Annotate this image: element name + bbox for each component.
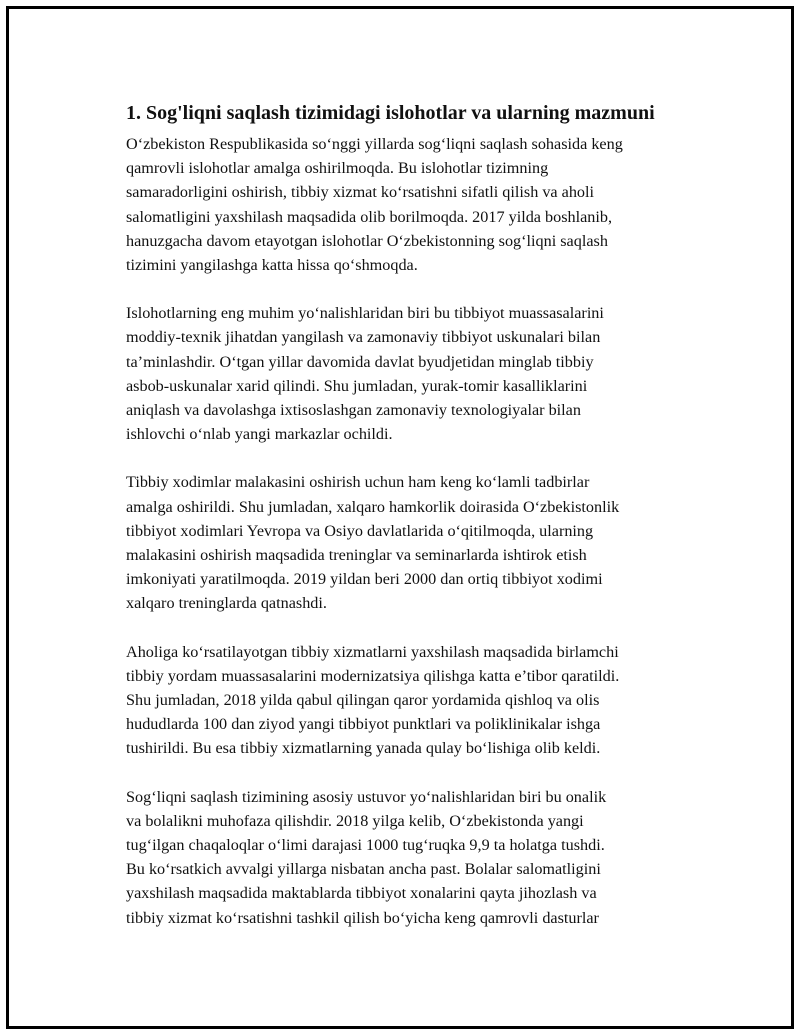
paragraph bbox=[126, 132, 706, 277]
text-line: asbob-uskunalar xarid qilindi. Shu jumladan, yurak-tomir kasalliklarini bbox=[126, 376, 588, 395]
text-line: qamrovli islohotlar amalga oshirilmoqda. Bu islohotlar tizimning bbox=[126, 159, 549, 178]
text-line: Tibbiy xodimlar malakasini oshirish uchun ham keng ko‘lamli tadbirlar bbox=[126, 473, 590, 492]
text-line: moddiy-texnik jihatdan yangilash va zamonaviy tibbiyot uskunalari bilan bbox=[126, 328, 601, 347]
text-line: tizimini yangilashga katta hissa qo‘shmoqda. bbox=[126, 256, 418, 275]
text-line: xalqaro treninglarda qatnashdi. bbox=[126, 594, 327, 613]
text-line: amalga oshirildi. Shu jumladan, xalqaro hamkorlik doirasida O‘zbekistonlik bbox=[126, 497, 620, 516]
text-line: yaxshilash maqsadida maktablarda tibbiyot xonalarini qayta jihozlash va bbox=[126, 884, 597, 903]
text-line: ishlovchi o‘nlab yangi markazlar ochildi. bbox=[126, 425, 393, 444]
text-line: hanuzgacha davom etayotgan islohotlar O‘zbekistonning sog‘liqni saqlash bbox=[126, 231, 608, 250]
text-line: tushirildi. Bu esa tibbiy xizmatlarning yanada qulay bo‘lishiga olib keldi. bbox=[126, 739, 601, 758]
paragraph bbox=[126, 470, 706, 615]
text-line: tibbiy yordam muassasalarini modernizatsiya qilishga katta e’tibor qaratildi. bbox=[126, 666, 620, 685]
text-line: Islohotlarning eng muhim yo‘nalishlaridan biri bu tibbiyot muassasalarini bbox=[126, 304, 604, 323]
text-line: aniqlash va davolashga ixtisoslashgan zamonaviy texnologiyalar bilan bbox=[126, 401, 581, 420]
text-line: Shu jumladan, 2018 yilda qabul qilingan qaror yordamida qishloq va olis bbox=[126, 691, 600, 710]
text-line: tug‘ilgan chaqaloqlar o‘limi darajasi 1000 tug‘ruqka 9,9 ta holatga tushdi. bbox=[126, 836, 605, 855]
text-line: tibbiy xizmat ko‘rsatishni tashkil qilish bo‘yicha keng qamrovli dasturlar bbox=[126, 908, 599, 927]
document-body bbox=[126, 99, 706, 954]
text-line: salomatligini yaxshilash maqsadida olib borilmoqda. 2017 yilda boshlanib, bbox=[126, 207, 613, 226]
paragraph bbox=[126, 640, 706, 761]
text-line: hududlarda 100 dan ziyod yangi tibbiyot punktlari va poliklinikalar ishga bbox=[126, 715, 601, 734]
page-frame bbox=[6, 6, 794, 1029]
text-line: va bolalikni muhofaza qilishdir. 2018 yilga kelib, O‘zbekistonda yangi bbox=[126, 811, 584, 830]
paragraph bbox=[126, 785, 706, 930]
text-line: Bu ko‘rsatkich avvalgi yillarga nisbatan ancha past. Bolalar salomatligini bbox=[126, 860, 601, 879]
text-line: samaradorligini oshirish, tibbiy xizmat ko‘rsatishni sifatli qilish va aholi bbox=[126, 183, 595, 202]
paragraph bbox=[126, 301, 706, 446]
page-title: 1. Sog'liqni saqlash tizimidagi islohotlar va ularning mazmuni bbox=[126, 102, 655, 124]
text-line: malakasini oshirish maqsadida treninglar va seminarlarda ishtirok etish bbox=[126, 546, 587, 565]
text-line: ta’minlashdir. O‘tgan yillar davomida davlat byudjetidan minglab tibbiy bbox=[126, 352, 594, 371]
text-line: Sog‘liqni saqlash tizimining asosiy ustuvor yo‘nalishlaridan biri bu onalik bbox=[126, 787, 607, 806]
text-line: tibbiyot xodimlari Yevropa va Osiyo davlatlarida o‘qitilmoqda, ularning bbox=[126, 521, 594, 540]
text-line: imkoniyati yaratilmoqda. 2019 yildan beri 2000 dan ortiq tibbiyot xodimi bbox=[126, 570, 603, 589]
text-line: Aholiga ko‘rsatilayotgan tibbiy xizmatlarni yaxshilash maqsadida birlamchi bbox=[126, 642, 619, 661]
text-line: O‘zbekiston Respublikasida so‘nggi yillarda sog‘liqni saqlash sohasida keng bbox=[126, 135, 623, 153]
